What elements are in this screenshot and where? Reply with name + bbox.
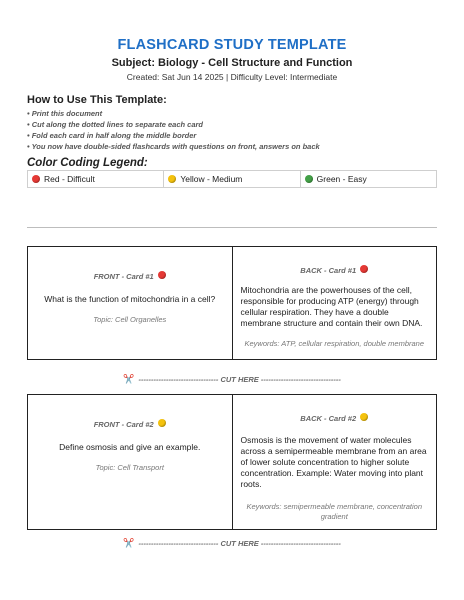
yellow-circle-icon xyxy=(360,413,368,421)
green-circle-icon xyxy=(305,175,313,183)
card-answer: Osmosis is the movement of water molecules across a semipermeable membrane from an area of lower solute concentration to higher solute concentration. Example: Water moving into plant roots. xyxy=(240,435,427,489)
scissors-icon: ✂️ xyxy=(123,374,135,384)
card-topic: Topic: Cell Transport xyxy=(95,463,164,472)
yellow-circle-icon xyxy=(158,419,166,427)
legend-label: Red - Difficult xyxy=(44,174,95,184)
legend-heading: Color Coding Legend: xyxy=(27,157,148,169)
instruction-item: • You now have double-sided flashcards with questions on front, answers on back xyxy=(27,142,320,151)
page-title: FLASHCARD STUDY TEMPLATE xyxy=(117,37,347,53)
card-question: What is the function of mitochondria in a cell? xyxy=(44,294,216,304)
cut-line xyxy=(0,374,464,385)
legend-label: Yellow - Medium xyxy=(180,174,243,184)
creation-meta: Created: Sat Jun 14 2025 | Difficulty Level: Intermediate xyxy=(126,72,338,82)
front-label: FRONT - Card #1 xyxy=(36,271,224,281)
legend-label: Green - Easy xyxy=(316,174,367,184)
instructions-list xyxy=(27,108,320,152)
legend-item-yellow xyxy=(163,171,299,187)
instructions-heading: How to Use This Template: xyxy=(27,94,167,106)
card-keywords: Keywords: ATP, cellular respiration, double membrane xyxy=(244,339,425,348)
flashcard-2 xyxy=(27,394,437,530)
color-legend xyxy=(27,170,437,188)
instruction-item: • Cut along the dotted lines to separate each card xyxy=(27,120,203,129)
scissors-icon: ✂️ xyxy=(123,538,135,548)
red-circle-icon xyxy=(158,271,166,279)
front-label: FRONT - Card #2 xyxy=(36,419,224,429)
card-keywords: Keywords: semipermeable membrane, concentration gradient xyxy=(246,502,422,521)
card-question: Define osmosis and give an example. xyxy=(59,442,201,452)
section-divider xyxy=(27,227,437,228)
card-topic: Topic: Cell Organelles xyxy=(93,315,167,324)
card-front xyxy=(28,247,233,359)
instruction-item: • Fold each card in half along the middle border xyxy=(27,131,197,140)
instruction-item: • Print this document xyxy=(27,109,103,118)
card-back xyxy=(233,395,437,529)
yellow-circle-icon xyxy=(168,175,176,183)
flashcard-1 xyxy=(27,246,437,360)
card-front xyxy=(28,395,233,529)
card-back xyxy=(233,247,437,359)
cut-text: -------------------------------- CUT HERE -------------------------------- xyxy=(138,375,341,384)
subject-subtitle: Subject: Biology - Cell Structure and Function xyxy=(111,57,353,69)
back-label: BACK - Card #2 xyxy=(241,413,429,423)
cut-line xyxy=(0,538,464,549)
red-circle-icon xyxy=(360,265,368,273)
legend-item-red xyxy=(28,171,163,187)
back-label: BACK - Card #1 xyxy=(241,265,429,275)
red-circle-icon xyxy=(32,175,40,183)
cut-text: -------------------------------- CUT HERE -------------------------------- xyxy=(138,539,341,548)
legend-item-green xyxy=(300,171,436,187)
card-answer: Mitochondria are the powerhouses of the cell, responsible for producing ATP (energy) through cellular respiration. They have a double membrane structure and contain their own DNA. xyxy=(240,285,423,328)
